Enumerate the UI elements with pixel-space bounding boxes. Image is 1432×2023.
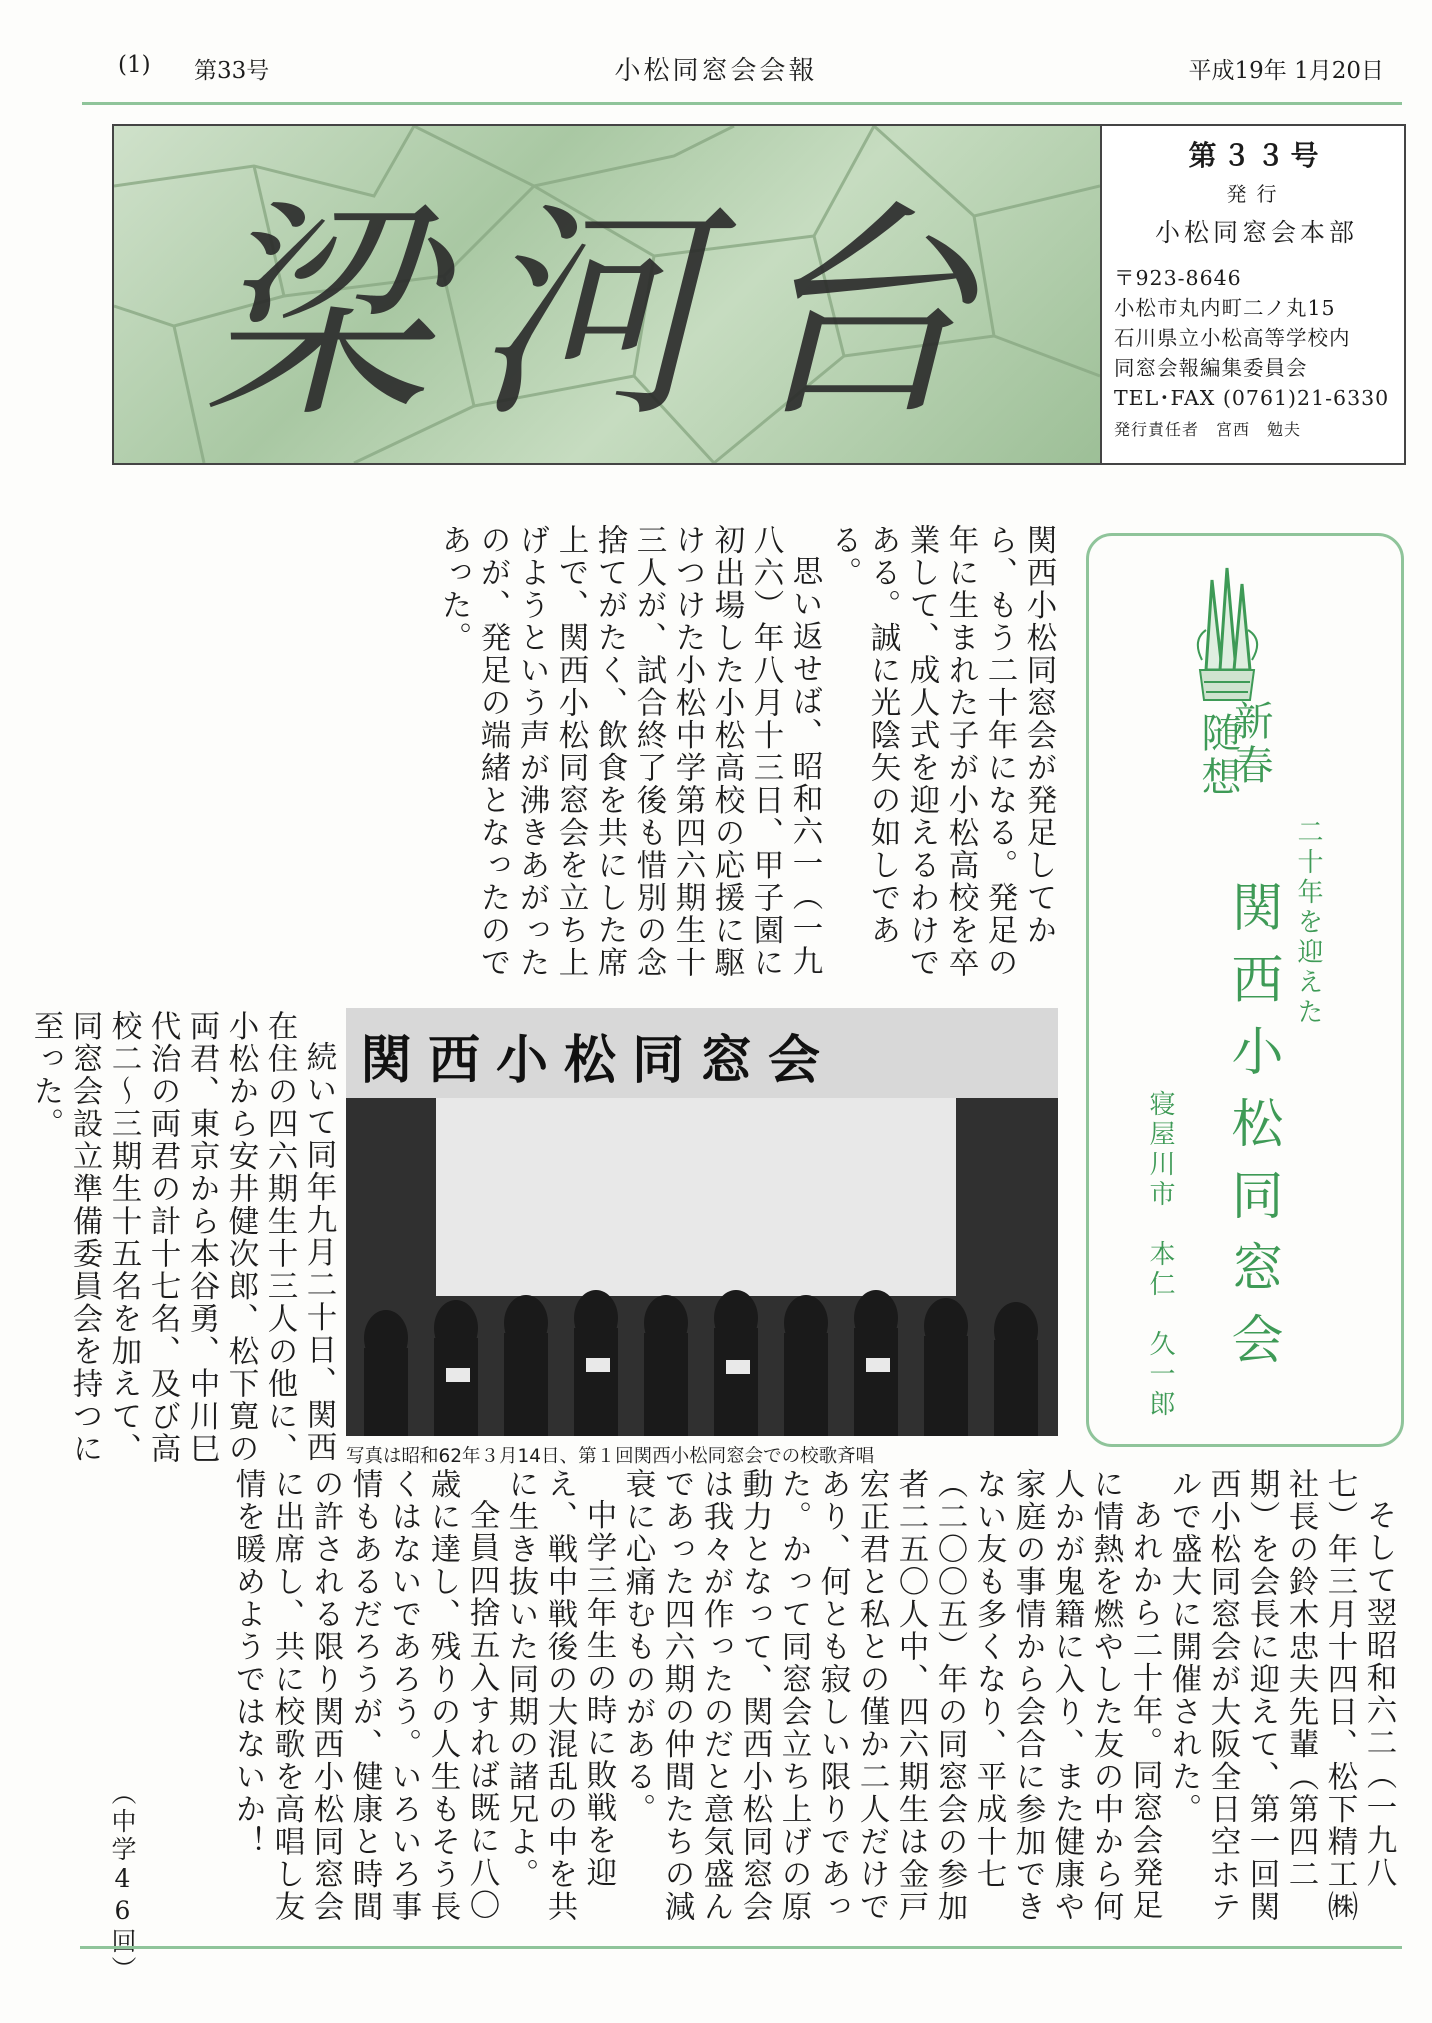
issue-number: 第３３号: [1188, 139, 1325, 172]
logo-calligraphy: 梁河台: [202, 182, 1012, 449]
paragraph-5: あれから二十年。同窓会発足に情熱を燃やした友の中から何人かが鬼籍に入り、また健康や家庭の事情から会合に参加できない友も多くなり、平成十七（二〇〇五）年の同窓会の参加者二五〇人中、四六期生は金戸宏正君と私との僅か二人だけであり、何とも寂しい限りであった。かって同窓会立ち上げの原動力となって、関西小松同窓会は我々が作ったのだと意気盛んであった四六期の仲間たちの減衰に心痛むものがある。: [620, 1468, 1162, 1923]
paragraph-4: そして翌昭和六二（一九八七）年三月十四日、松下精工㈱社長の鈴木忠夫先輩（第四二期）を会長に迎えて、第一回関西小松同窓会が大阪全日空ホテルで盛大に開催された。: [1166, 1468, 1396, 1923]
category-essay: 随想: [1195, 712, 1241, 800]
publisher-name: 小松同窓会本部: [1154, 218, 1358, 247]
publisher-info: [1114, 134, 1399, 440]
author-name: 寝屋川市 本仁 久一郎: [1145, 1090, 1175, 1420]
page-number: (1): [118, 52, 151, 78]
stone-wall-image: [114, 126, 1102, 463]
paragraph-3: 続いて同年九月二十日、関西在住の四六期生十三人の他に、小松から安井健次郎、松下寛の両君、東京から本谷勇、中川巳代治の両君の計十七名、及び高校二～三期生十五名を加えて、同窓会設立準備委員会を持つに至った。: [28, 1010, 336, 1465]
article-subtitle: 二十年を迎えた: [1293, 818, 1323, 1028]
group-photo: [346, 1008, 1058, 1436]
committee-name: 同窓会報編集委員会: [1114, 356, 1308, 380]
author-signature: （中学46回）: [108, 1780, 137, 1984]
paragraph-2: 思い返せば、昭和六一（一九八六）年八月十三日、甲子園に初出場した小松高校の応援に駆けつけた小松中学第四六期生十三人が、試合終了後も惜別の念捨てがたく、飲食を共にした席上で、関西小松同窓会を立ち上げようという声が沸きあがったのが、発足の端緒となったのであった。: [436, 524, 822, 979]
category-new-year: 新春: [1227, 700, 1273, 788]
article-title: 関西小松同窓会: [1222, 880, 1282, 1384]
photo-banner: 関西小松同窓会: [360, 1031, 837, 1091]
header-date: 平成19年 1月20日: [1188, 58, 1384, 84]
address-line-1: 小松市丸内町二ノ丸15: [1114, 296, 1336, 320]
postal-code: 〒923-8646: [1114, 266, 1242, 290]
tel-fax: TEL･FAX (0761)21-6330: [1114, 386, 1390, 410]
kadomatsu-icon: [1192, 560, 1262, 710]
header-divider: [82, 102, 1402, 105]
paragraph-1: 関西小松同窓会が発足してから、もう二十年になる。発足の年に生まれた子が小松高校を卒業して、成人式を迎えるわけである。誠に光陰矢の如しである。: [826, 524, 1056, 979]
address-line-2: 石川県立小松高等学校内: [1114, 326, 1351, 350]
header-issue: 第33号: [194, 58, 270, 84]
responsible-person: 発行責任者 宮西 勉夫: [1114, 420, 1302, 439]
article-body-lower: [98, 1468, 1398, 1938]
article-body-upper: [98, 524, 1058, 998]
publish-label: 発行: [1226, 182, 1287, 206]
paragraph-7: 全員四捨五入すれば既に八〇歳に達し、残りの人生もそう長くはないであろう。いろいろ事情もあるだろうが、健康と時間の許される限り関西小松同窓会に出席し、共に校歌を高唱し友情を暖めようではないか！: [230, 1468, 499, 1923]
masthead: [112, 124, 1406, 465]
footer-divider: [80, 1946, 1402, 1949]
article-body-left: [28, 1010, 338, 1470]
paragraph-6: 中学三年生の時に敗戦を迎え、戦中戦後の大混乱の中を共に生き抜いた同期の諸兄よ。: [503, 1468, 616, 1923]
newsletter-title: 小松同窓会会報: [614, 56, 818, 86]
photo-caption: 写真は昭和62年３月14日、第１回関西小松同窓会での校歌斉唱: [346, 1446, 875, 1467]
